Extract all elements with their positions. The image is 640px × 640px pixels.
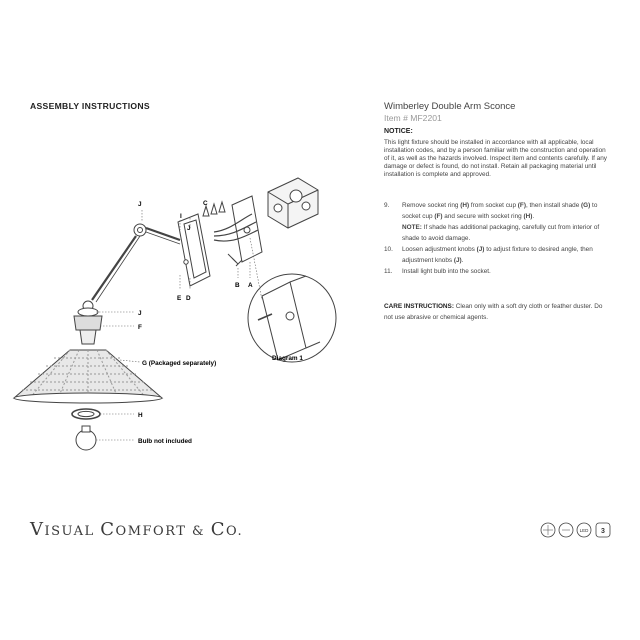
socket-ring [72,409,100,419]
label-h: H [138,412,143,419]
junction-box [268,178,318,228]
step-text: Loosen adjustment knobs (J) to adjust fixture to desired angle, then adjustment knobs (J). [402,246,593,264]
care-instructions [384,302,612,323]
label-j-plate: J [187,225,191,232]
label-c: C [203,200,208,207]
step-number: 9. [384,202,390,209]
shade [14,350,162,403]
certification-badges [538,520,614,544]
label-b: B [235,282,240,289]
label-d: D [186,295,191,302]
label-j-socket: J [138,310,142,317]
label-i: I [180,213,182,220]
label-a: A [248,282,253,289]
label-j-top: J [138,201,142,208]
label-e: E [177,295,182,302]
step-text: Remove socket ring (H) from socket cup (F), then install shade (G) to socket cup (F) and secure with socket ring (H). NOTE: If shade has additional packaging, carefully cut from interior of shade to avoid damage. [402,202,600,242]
backplate [178,214,210,286]
instruction-step [384,200,612,244]
bulb-count: 3 [601,528,605,535]
notice-body: This light fixture should be installed in accordance with all applicable, local installation codes, and by a person familiar with the construction and operation of it, as well as the hazards involved. Inspect item and contents carefully. If any damage or defect is found, do not install. Retain all packaging material until installation is complete and approved. [384,139,607,179]
led-label: LED [579,528,589,533]
diagram-1-detail [248,274,336,362]
care-body: Clean only with a soft dry cloth or feather duster. Do not use abrasive or chemical agents. [384,303,603,321]
product-name: Wimberley Double Arm Sconce [384,101,516,112]
label-f: F [138,324,142,331]
step-number: 10. [384,246,393,253]
instruction-step [384,244,612,266]
item-number: Item # MF2201 [384,113,442,123]
crossbar-plate [232,196,262,262]
section-title: ASSEMBLY INSTRUCTIONS [30,101,150,111]
brand-logo: VISUAL COMFORT & CO. [30,519,244,540]
notice-title: NOTICE: [384,128,413,135]
step-number: 11. [384,268,393,275]
bulb [76,426,96,450]
assembly-diagram [0,0,380,460]
label-bulb: Bulb not included [138,438,192,445]
care-title: CARE INSTRUCTIONS: [384,303,454,310]
instruction-steps [384,200,612,277]
step-text: Install light bulb into the socket. [402,268,491,275]
instruction-step [384,266,612,277]
socket-cup [74,308,102,344]
label-diagram-1: Diagram 1 [272,355,303,362]
label-g: G (Packaged separately) [142,360,217,367]
